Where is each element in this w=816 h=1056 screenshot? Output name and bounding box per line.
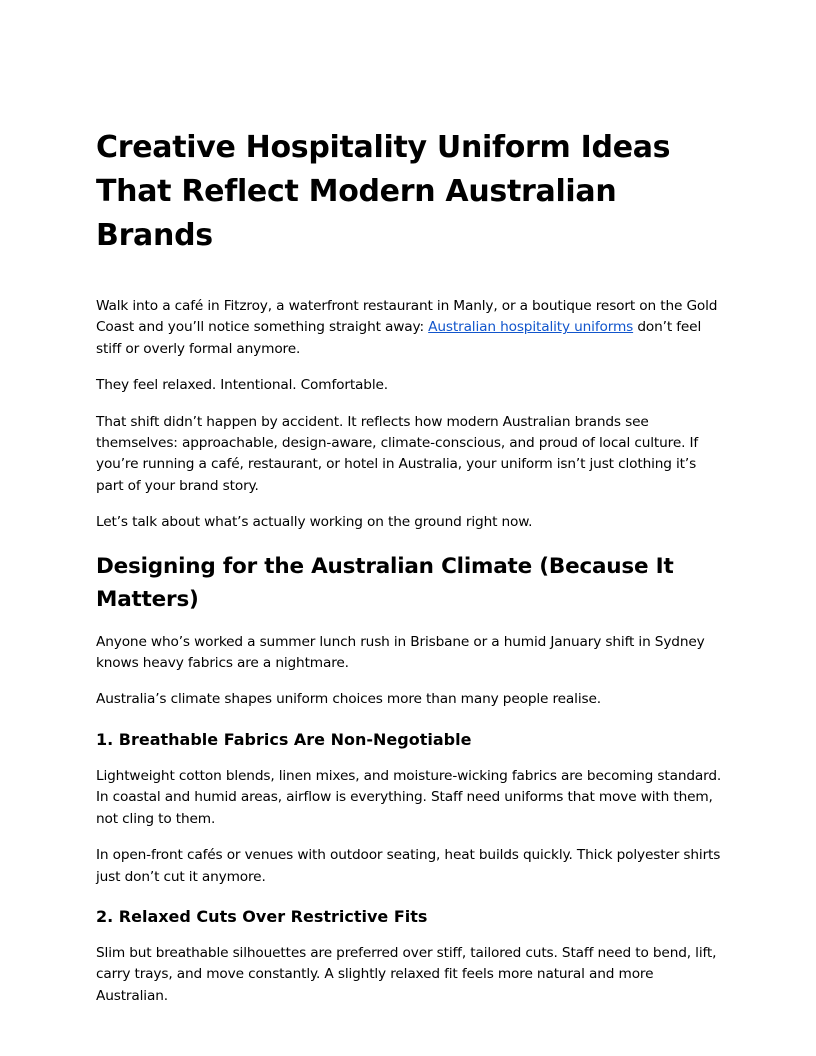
breathable-paragraph-2: In open-front cafés or venues with outdoor seating, heat builds quickly. Thick polyester shirts just don’t cut it anymore.	[96, 847, 721, 885]
climate-paragraph-2: Australia’s climate shapes uniform choices more than many people realise.	[96, 691, 601, 708]
intro-text-end: don’t feel stiff or overly formal anymore.	[96, 319, 702, 357]
intro-paragraph	[96, 296, 726, 360]
climate-paragraph-1: Anyone who’s worked a summer lunch rush in Brisbane or a humid January shift in Sydney knows heavy fabrics are a nightmare.	[96, 633, 705, 672]
relaxed-paragraph: They feel relaxed. Intentional. Comfortable.	[96, 377, 388, 394]
talk-paragraph: Let’s talk about what’s actually working on the ground right now.	[96, 514, 533, 531]
climate-section-heading: Designing for the Australian Climate (Because It Matters)	[96, 553, 674, 612]
document-title: Creative Hospitality Uniform Ideas That Reflect Modern Australian Brands	[96, 130, 671, 253]
intro-text-start: Walk into a café in Fitzroy, a waterfront restaurant in Manly, or a boutique resort on the Gold Coast and you’ll notice something straight away:	[96, 298, 718, 336]
relaxed-cuts-heading: 2. Relaxed Cuts Over Restrictive Fits	[96, 906, 428, 926]
breathable-paragraph-1: Lightweight cotton blends, linen mixes, and moisture-wicking fabrics are becoming standard. In coastal and humid areas, airflow is everything. Staff need uniforms that move with them, not cling to them.	[96, 767, 722, 827]
breathable-fabrics-heading: 1. Breathable Fabrics Are Non-Negotiable	[96, 729, 472, 749]
australian-hospitality-uniforms-link[interactable]: Australian hospitality uniforms	[428, 319, 634, 336]
document-page	[96, 126, 726, 1007]
shift-paragraph: That shift didn’t happen by accident. It reflects how modern Australian brands see themselves: approachable, design-aware, climate-conscious, and proud of local culture. If you’re running a café, restaurant, or hotel in Australia, your uniform isn’t just clothing it’s part of your brand story.	[96, 413, 699, 494]
relaxed-cuts-paragraph: Slim but breathable silhouettes are preferred over stiff, tailored cuts. Staff need to bend, lift, carry trays, and move constantly. A slightly relaxed fit feels more natural and more Australian.	[96, 944, 717, 1004]
